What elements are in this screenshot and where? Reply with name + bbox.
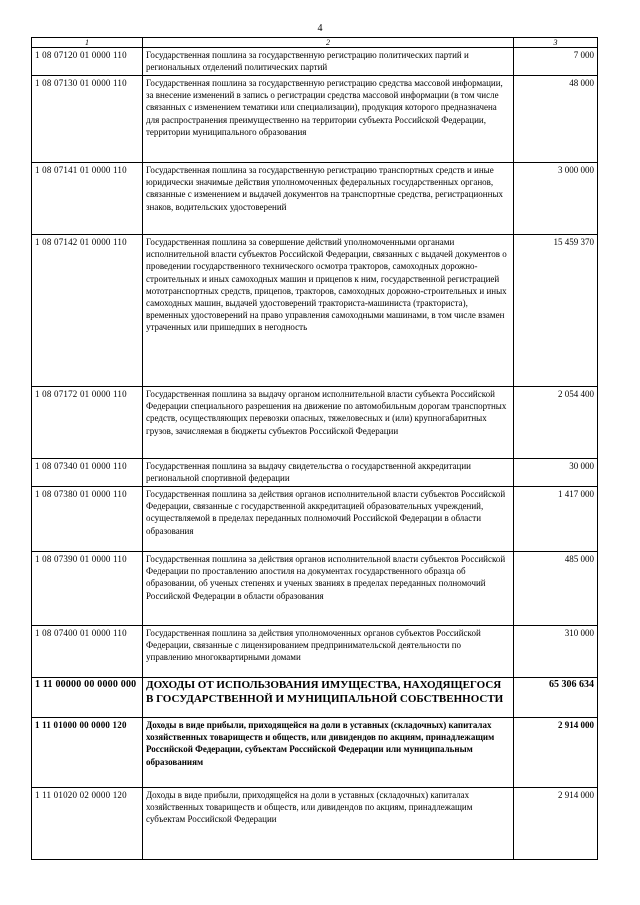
- amount: 65 306 634: [514, 678, 598, 718]
- column-header-1: 1: [32, 38, 143, 48]
- budget-code: 1 11 00000 00 0000 000: [32, 678, 143, 718]
- table-row: [32, 552, 598, 626]
- column-header-2: 2: [143, 38, 514, 48]
- revenue-description: Государственная пошлина за государственную регистрацию средства массовой информации, за внесение изменений в запись о регистрации средства массовой информации (в том числе связанных с изменением тематики или специализации), продукция которого предназначена для распространения преимущественно на территории субъекта Российской Федерации, территории муниципального образования: [143, 76, 514, 163]
- revenue-description: Государственная пошлина за совершение действий уполномоченными органами исполнительной власти субъектов Российской Федерации, связанных с выдачей документов о проведении государственного технического осмотра тракторов, самоходных дорожно-строительных и иных самоходных машин и прицепов к ним, государственной регистрацией мототранспортных средств, прицепов, тракторов, самоходных дорожно-строительных и иных самоходных машин, выдачей удостоверений тракториста-машиниста (тракториста), временных удостоверений на право управления самоходными машинами, в том числе взамен утраченных или пришедших в негодность: [143, 235, 514, 387]
- amount: 2 914 000: [514, 788, 598, 860]
- table-row-section: [32, 678, 598, 718]
- amount: 3 000 000: [514, 163, 598, 235]
- amount: 15 459 370: [514, 235, 598, 387]
- revenue-description: Государственная пошлина за государственную регистрацию транспортных средств и иные юридически значимые действия уполномоченных федеральных государственных органов, связанные с изменением и выдачей документов на транспортные средства, регистрационных знаков, водительских удостоверений: [143, 163, 514, 235]
- budget-code: 1 11 01020 02 0000 120: [32, 788, 143, 860]
- budget-code: 1 08 07130 01 0000 110: [32, 76, 143, 163]
- table-row: [32, 163, 598, 235]
- amount: 2 054 400: [514, 387, 598, 459]
- amount: 2 914 000: [514, 718, 598, 788]
- amount: 1 417 000: [514, 487, 598, 552]
- revenue-description: Государственная пошлина за действия уполномоченных органов субъектов Российской Федерации, связанные с лицензированием предпринимательской деятельности по управлению многоквартирными домами: [143, 626, 514, 678]
- table-header-row: [32, 38, 598, 48]
- revenue-description: Государственная пошлина за государственную регистрацию политических партий и региональных отделений политических партий: [143, 48, 514, 76]
- revenue-description: ДОХОДЫ ОТ ИСПОЛЬЗОВАНИЯ ИМУЩЕСТВА, НАХОДЯЩЕГОСЯ В ГОСУДАРСТВЕННОЙ И МУНИЦИПАЛЬНОЙ СОБСТВЕННОСТИ: [143, 678, 514, 718]
- revenue-description: Доходы в виде прибыли, приходящейся на доли в уставных (складочных) капиталах хозяйственных товариществ и обществ, или дивидендов по акциям, принадлежащим Российской Федерации, субъектам Российской Федерации или муниципальным образованиям: [143, 718, 514, 788]
- column-header-3: 3: [514, 38, 598, 48]
- table-row: [32, 626, 598, 678]
- revenue-description: Государственная пошлина за выдачу свидетельства о государственной аккредитации региональной спортивной федерации: [143, 459, 514, 487]
- budget-code: 1 08 07390 01 0000 110: [32, 552, 143, 626]
- page-number: 4: [317, 23, 323, 34]
- amount: 310 000: [514, 626, 598, 678]
- table-row: [32, 788, 598, 860]
- budget-code: 1 08 07142 01 0000 110: [32, 235, 143, 387]
- table-row: [32, 76, 598, 163]
- budget-code: 1 08 07380 01 0000 110: [32, 487, 143, 552]
- amount: 30 000: [514, 459, 598, 487]
- revenue-description: Доходы в виде прибыли, приходящейся на доли в уставных (складочных) капиталах хозяйственных товариществ и обществ, или дивидендов по акциям, принадлежащим субъектам Российской Федерации: [143, 788, 514, 860]
- table-row: [32, 235, 598, 387]
- budget-code: 1 08 07141 01 0000 110: [32, 163, 143, 235]
- revenue-description: Государственная пошлина за выдачу органом исполнительной власти субъекта Российской Федерации специального разрешения на движение по автомобильным дорогам транспортных средств, осуществляющих перевозки опасных, тяжеловесных и (или) крупногабаритных грузов, зачисляемая в бюджеты субъектов Российской Федерации: [143, 387, 514, 459]
- revenue-description: Государственная пошлина за действия органов исполнительной власти субъектов Российской Федерации по проставлению апостиля на документах государственного образца об образовании, об ученых степенях и ученых званиях в пределах переданных полномочий Российской Федерации в области образования: [143, 552, 514, 626]
- table-row: [32, 48, 598, 76]
- table-row-subsection: [32, 718, 598, 788]
- budget-code: 1 08 07172 01 0000 110: [32, 387, 143, 459]
- amount: 7 000: [514, 48, 598, 76]
- budget-code: 1 08 07120 01 0000 110: [32, 48, 143, 76]
- budget-code: 1 11 01000 00 0000 120: [32, 718, 143, 788]
- revenue-table: [31, 37, 598, 860]
- table-row: [32, 487, 598, 552]
- table-row: [32, 387, 598, 459]
- amount: 485 000: [514, 552, 598, 626]
- amount: 48 000: [514, 76, 598, 163]
- table-row: [32, 459, 598, 487]
- budget-code: 1 08 07400 01 0000 110: [32, 626, 143, 678]
- budget-code: 1 08 07340 01 0000 110: [32, 459, 143, 487]
- revenue-description: Государственная пошлина за действия органов исполнительной власти субъектов Российской Федерации, связанные с государственной аккредитацией образовательных учреждений, осуществляемой в пределах переданных полномочий Российской Федерации в области образования: [143, 487, 514, 552]
